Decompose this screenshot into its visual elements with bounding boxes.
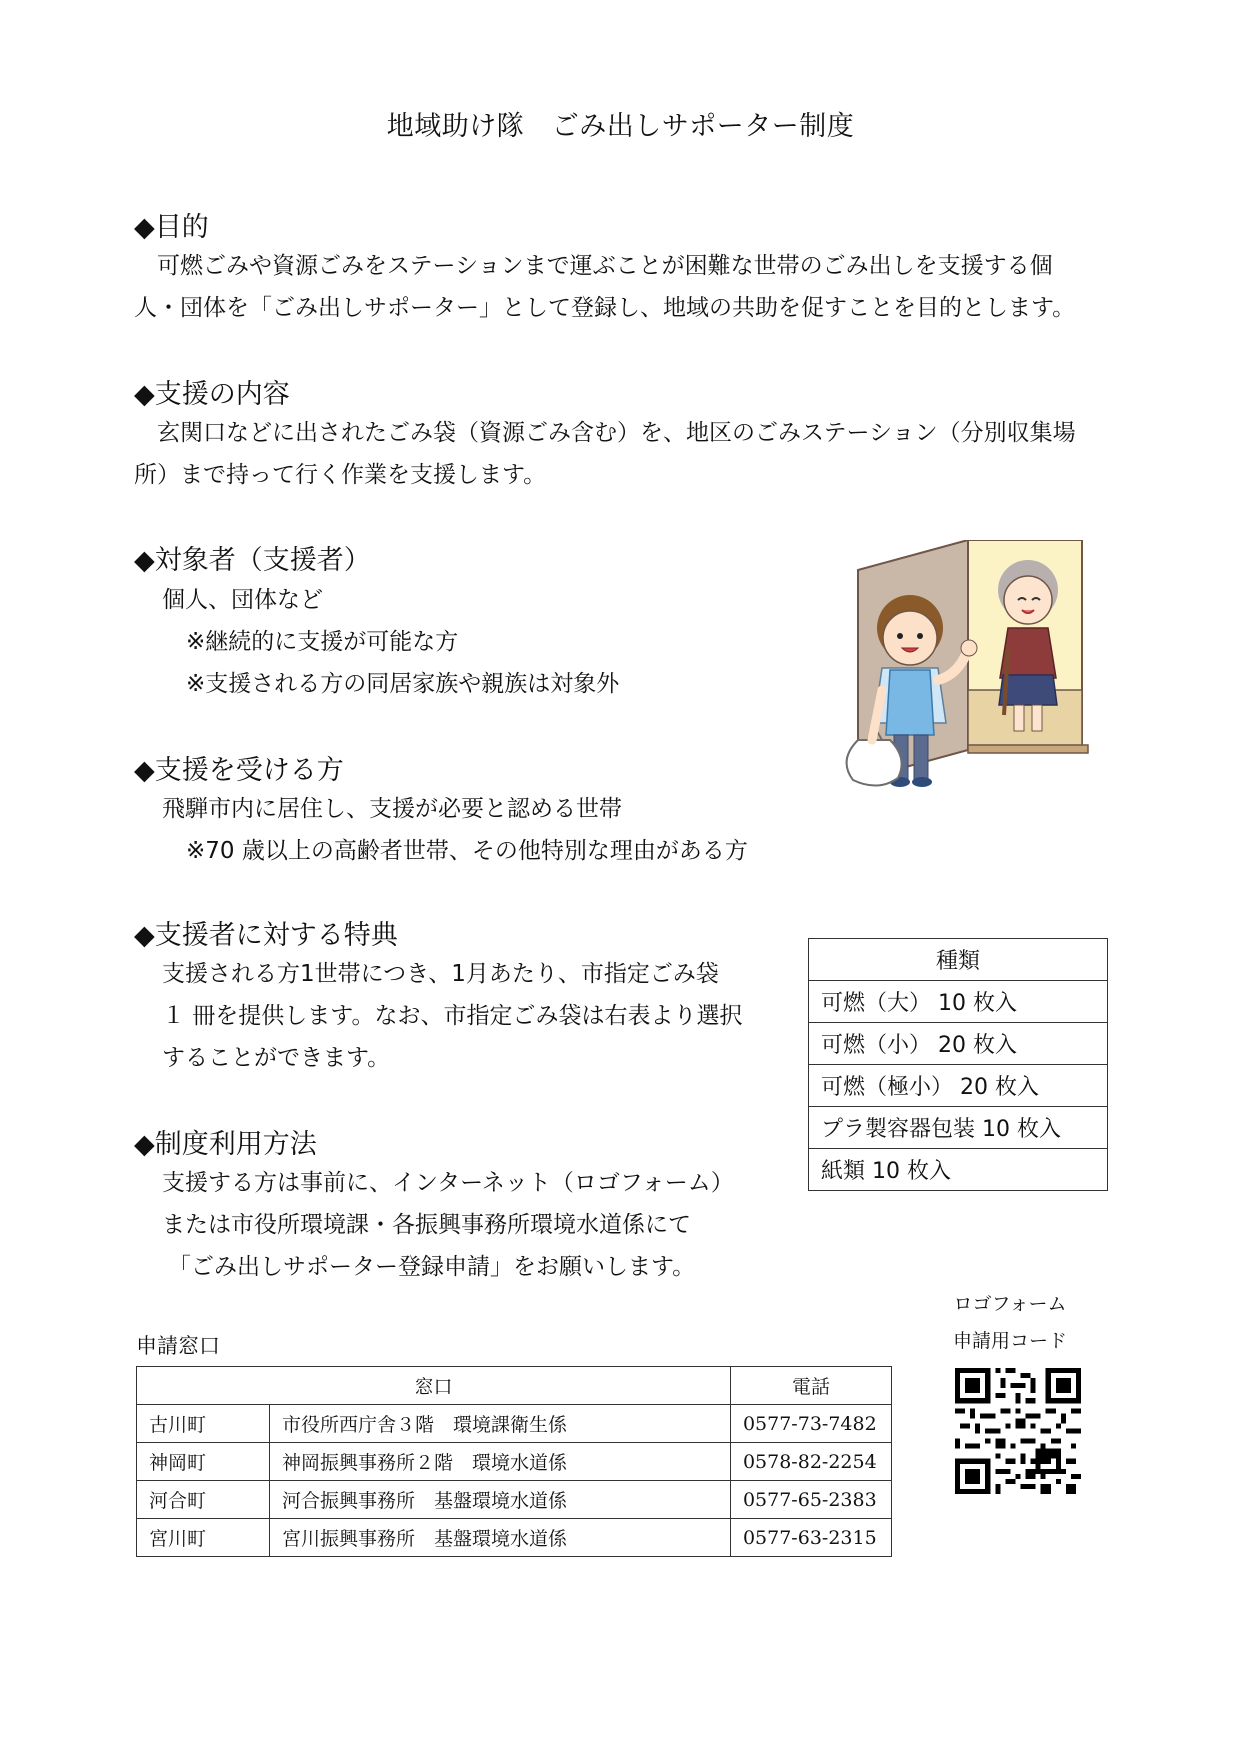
heading-recipients: ◆支援を受ける方 [134,755,344,786]
heading-benefits: ◆支援者に対する特典 [134,920,398,951]
table-row [137,1443,892,1481]
benefits-line: することができます。 [162,1045,391,1071]
supporter-illustration [838,540,1100,810]
office-cell: 市役所西庁舎３階 環境課衛生係 [270,1405,731,1443]
bag-types-table [808,938,1108,1191]
benefits-line: 支援される方1世帯につき、1月あたり、市指定ごみ袋 [162,961,719,987]
bag-types-header: 種類 [809,939,1108,981]
supporters-line: 個人、団体など [162,587,323,613]
counter-table [136,1366,892,1557]
town-cell: 宮川町 [137,1519,270,1557]
recipients-line: 飛騨市内に居住し、支援が必要と認める世帯 [162,796,622,822]
town-cell: 河合町 [137,1481,270,1519]
bag-type-row: 可燃（極小） 20 枚入 [809,1065,1108,1107]
bag-type-row: 可燃（小） 20 枚入 [809,1023,1108,1065]
purpose-line: 可燃ごみや資源ごみをステーションまで運ぶことが困難な世帯のごみ出しを支援する個 [134,253,1053,279]
boy-apron [886,670,934,735]
garbage-bag [847,740,902,786]
heading-content: ◆支援の内容 [134,379,290,410]
phone-cell: 0577-73-7482 [730,1405,891,1443]
page-title: 地域助け隊 ごみ出しサポーター制度 [386,111,855,142]
qr-code[interactable] [955,1368,1081,1494]
heading-usage: ◆制度利用方法 [134,1129,317,1160]
content-line: 玄関口などに出されたごみ袋（資源ごみ含む）を、地区のごみステーション（分別収集場 [134,420,1076,446]
qr-label-line1: ロゴフォーム [953,1293,1067,1315]
usage-line: または市役所環境課・各振興事務所環境水道係にて [162,1212,691,1238]
usage-line: 支援する方は事前に、インターネット（ロゴフォーム） [162,1170,734,1196]
benefits-text [162,953,742,1079]
phone-cell: 0577-65-2383 [730,1481,891,1519]
boy-face [883,611,937,665]
heading-purpose: ◆目的 [134,212,209,243]
phone-cell: 0577-63-2315 [730,1519,891,1557]
office-cell: 神岡振興事務所２階 環境水道係 [270,1443,731,1481]
qr-label-line2: 申請用コード [952,1330,1067,1352]
purpose-line: 人・団体を「ごみ出しサポーター」として登録し、地域の共助を促すことを目的とします。 [134,295,1076,321]
counter-header-office: 窓口 [137,1367,731,1405]
grandma-face [1004,576,1052,624]
supporters-note: ※支援される方の同居家族や親族は対象外 [186,671,620,697]
heading-supporters: ◆対象者（支援者） [134,545,371,576]
bag-type-row: プラ製容器包装 10 枚入 [809,1107,1108,1149]
usage-line: 「ごみ出しサポーター登録申請」をお願いします。 [168,1254,696,1280]
table-row [137,1519,892,1557]
bag-type-row: 紙類 10 枚入 [809,1149,1108,1191]
office-cell: 河合振興事務所 基盤環境水道係 [270,1481,731,1519]
step [968,745,1088,753]
counter-label: 申請窓口 [136,1334,220,1358]
benefits-line: １ 冊を提供します。なお、市指定ごみ袋は右表より選択 [162,1003,743,1029]
supporters-note: ※継続的に支援が可能な方 [186,629,459,655]
table-row [137,1405,892,1443]
table-row [137,1481,892,1519]
bag-type-row: 可燃（大） 10 枚入 [809,981,1108,1023]
town-cell: 古川町 [137,1405,270,1443]
usage-text [162,1162,734,1288]
office-cell: 宮川振興事務所 基盤環境水道係 [270,1519,731,1557]
phone-cell: 0578-82-2254 [730,1443,891,1481]
content-line: 所）まで持って行く作業を支援します。 [134,462,547,488]
counter-header-phone: 電話 [730,1367,891,1405]
town-cell: 神岡町 [137,1443,270,1481]
recipients-note: ※70 歳以上の高齢者世帯、その他特別な理由がある方 [186,838,748,864]
content-text [134,412,1114,496]
purpose-text [134,245,1114,329]
